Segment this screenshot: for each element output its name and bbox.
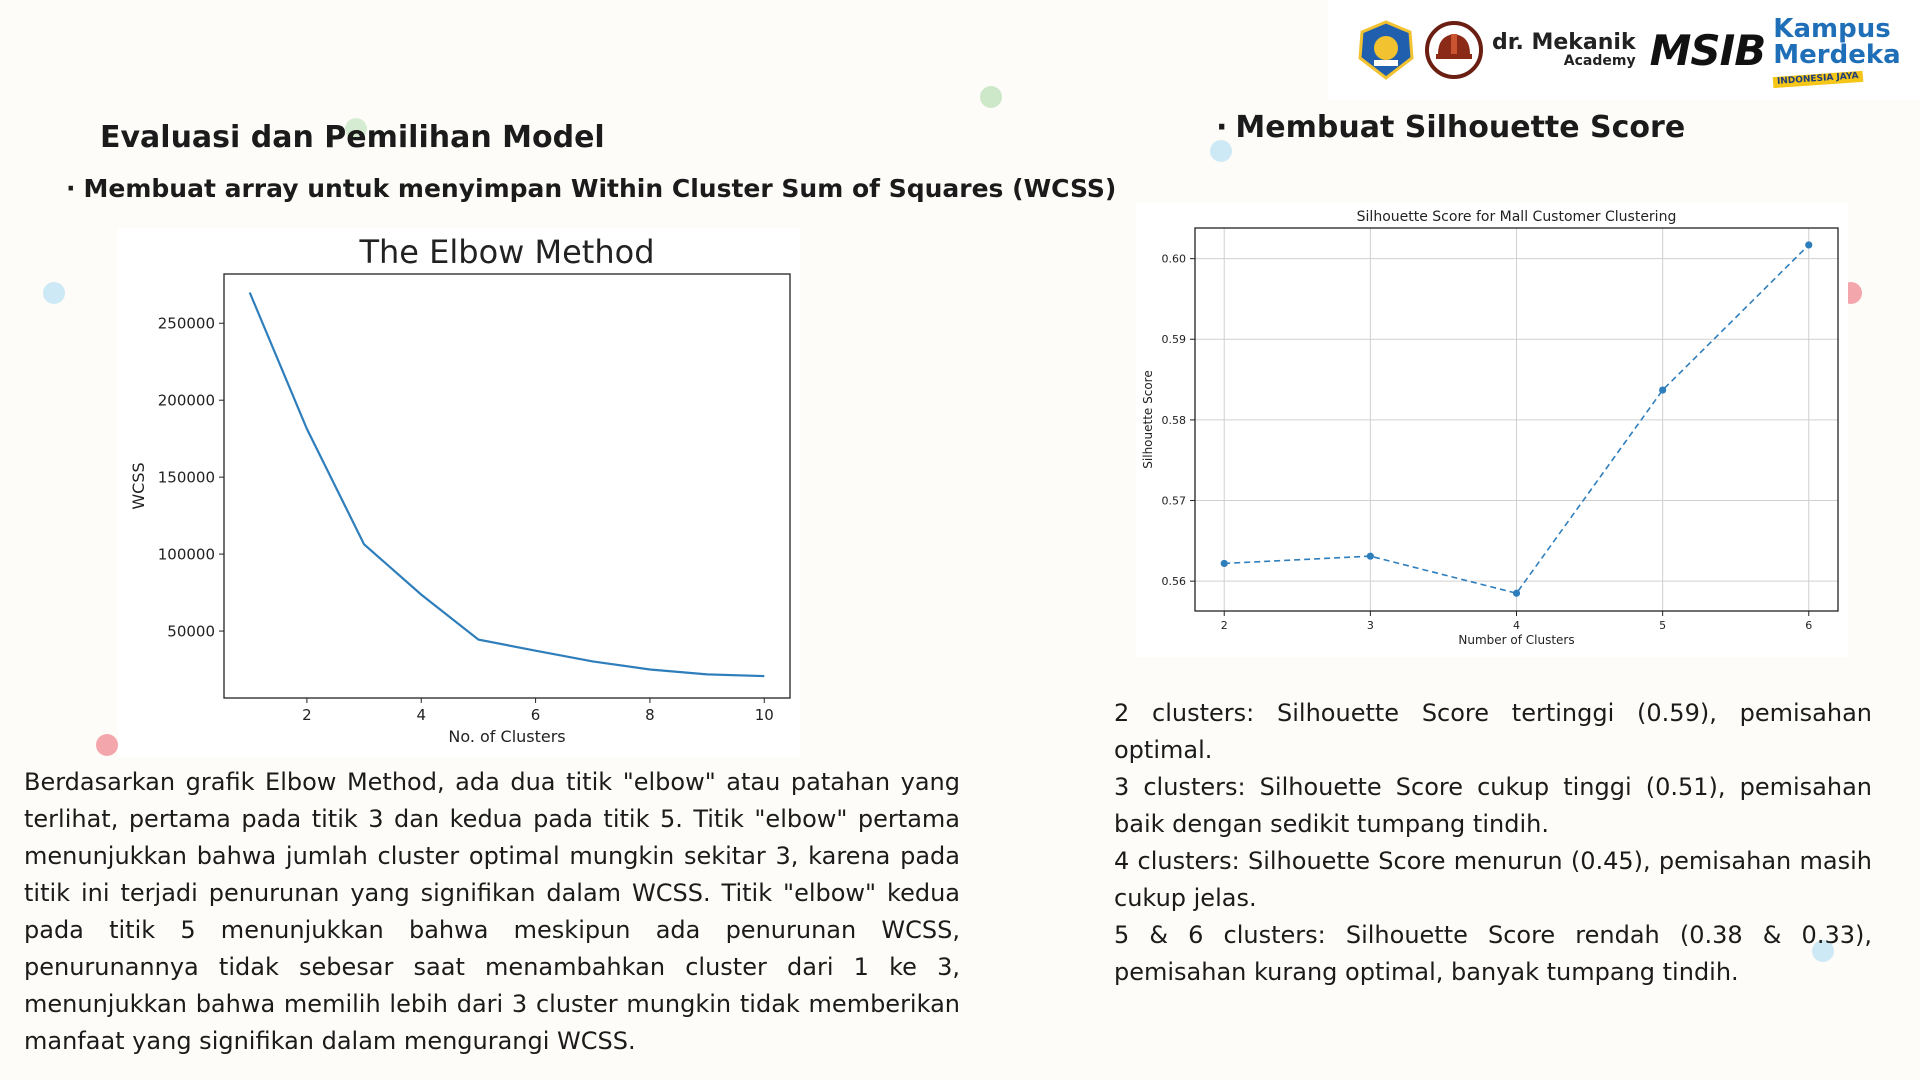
- academy-label: Academy: [1563, 53, 1636, 69]
- note-3-clusters: 3 clusters: Silhouette Score cukup tinggi (0.51), pemisahan baik dengan sedikit tumpang tindih.: [1114, 773, 1872, 838]
- partner-logos: [1328, 0, 1920, 100]
- elbow-ytick-label: 100000: [157, 545, 215, 564]
- elbow-ytick-label: 200000: [157, 391, 215, 410]
- elbow-ylabel: WCSS: [129, 462, 148, 510]
- merdeka-label: Merdeka: [1773, 39, 1901, 70]
- elbow-xlabel: No. of Clusters: [448, 727, 566, 746]
- elbow-ytick-label: 250000: [157, 314, 215, 333]
- elbow-chart-panel: [118, 228, 800, 758]
- elbow-xtick-label: 2: [302, 706, 312, 724]
- decor-dot-green-2: [980, 86, 1002, 108]
- page-title: Evaluasi dan Pemilihan Model: [100, 120, 605, 155]
- indonesia-jaya-tag: INDONESIA JAYA: [1773, 70, 1863, 87]
- elbow-ytick-label: 150000: [157, 468, 215, 487]
- kampus-label: Kampus: [1773, 13, 1891, 44]
- note-4-clusters: 4 clusters: Silhouette Score menurun (0.45), pemisahan masih cukup jelas.: [1114, 847, 1872, 912]
- elbow-xtick-label: 10: [754, 706, 774, 724]
- elbow-xtick-label: 4: [416, 706, 427, 724]
- decor-dot-pink-1: [96, 734, 118, 756]
- silhouette-xtick-label: 3: [1366, 619, 1374, 632]
- ministry-emblem-icon: [1356, 20, 1416, 80]
- silhouette-xtick-label: 6: [1805, 619, 1813, 632]
- dr-mekanik-helmet-icon: [1424, 20, 1484, 80]
- silhouette-data-point: [1513, 590, 1520, 597]
- silhouette-title: Silhouette Score for Mall Customer Clustering: [1356, 209, 1677, 225]
- elbow-ytick-label: 50000: [167, 622, 215, 641]
- silhouette-xtick-label: 5: [1659, 619, 1667, 632]
- silhouette-ylabel: Silhouette Score: [1141, 370, 1155, 469]
- bullet-icon: ·: [1216, 110, 1228, 145]
- note-5-6-clusters: 5 & 6 clusters: Silhouette Score rendah (0.38 & 0.33), pemisahan kurang optimal, banyak tumpang tindih.: [1114, 921, 1872, 986]
- note-2-clusters: 2 clusters: Silhouette Score tertinggi (0.59), pemisahan optimal.: [1114, 699, 1872, 764]
- elbow-plot-frame: [224, 274, 790, 698]
- dr-mekanik-logo-text: [1492, 32, 1636, 68]
- academy-name: dr. Mekanik: [1492, 30, 1636, 55]
- elbow-explanation: Berdasarkan grafik Elbow Method, ada dua titik "elbow" atau patahan yang terlihat, pertama pada titik 3 dan kedua pada titik 5. Titik "elbow" pertama menunjukkan bahwa jumlah cluster optimal mungkin sekitar 3, karena pada titik ini terjadi penurunan yang signifikan dalam WCSS. Titik "elbow" kedua pada titik 5 menunjukkan bahwa meskipun ada penurunan WCSS, penurunannya tidak sebesar saat menambahkan cluster dari 1 ke 3, menunjukkan bahwa memilih lebih dari 3 cluster mungkin tidak memberikan manfaat yang signifikan dalam mengurangi WCSS.: [24, 768, 960, 1055]
- silhouette-subtitle: [1216, 110, 1685, 145]
- silhouette-data-point: [1805, 241, 1812, 248]
- msib-logo: MSIB: [1649, 25, 1766, 75]
- elbow-xtick-label: 8: [645, 706, 655, 724]
- wcss-subtitle-text: Membuat array untuk menyimpan Within Cluster Sum of Squares (WCSS): [83, 174, 1117, 203]
- silhouette-subtitle-text: Membuat Silhouette Score: [1235, 110, 1686, 145]
- bullet-icon: ·: [66, 174, 76, 203]
- silhouette-notes: [1114, 695, 1872, 991]
- wcss-subtitle: [66, 174, 1116, 203]
- silhouette-ytick-label: 0.58: [1161, 413, 1186, 427]
- elbow-title: The Elbow Method: [359, 233, 655, 271]
- silhouette-ytick-label: 0.60: [1161, 252, 1186, 266]
- elbow-series-line: [250, 292, 765, 676]
- elbow-chart: [118, 228, 800, 758]
- silhouette-chart-panel: [1136, 203, 1848, 657]
- silhouette-data-point: [1367, 553, 1374, 560]
- silhouette-xlabel: Number of Clusters: [1458, 633, 1575, 647]
- silhouette-xtick-label: 4: [1513, 619, 1520, 632]
- silhouette-data-point: [1221, 560, 1228, 567]
- elbow-xtick-label: 6: [530, 706, 541, 724]
- silhouette-ytick-label: 0.57: [1161, 494, 1186, 508]
- silhouette-xtick-label: 2: [1220, 619, 1228, 632]
- silhouette-ytick-label: 0.56: [1161, 575, 1186, 589]
- decor-dot-blue-1: [43, 282, 65, 304]
- silhouette-ytick-label: 0.59: [1161, 333, 1186, 347]
- silhouette-data-point: [1659, 386, 1666, 393]
- kampus-merdeka-logo: [1773, 13, 1901, 87]
- silhouette-chart: [1136, 203, 1848, 657]
